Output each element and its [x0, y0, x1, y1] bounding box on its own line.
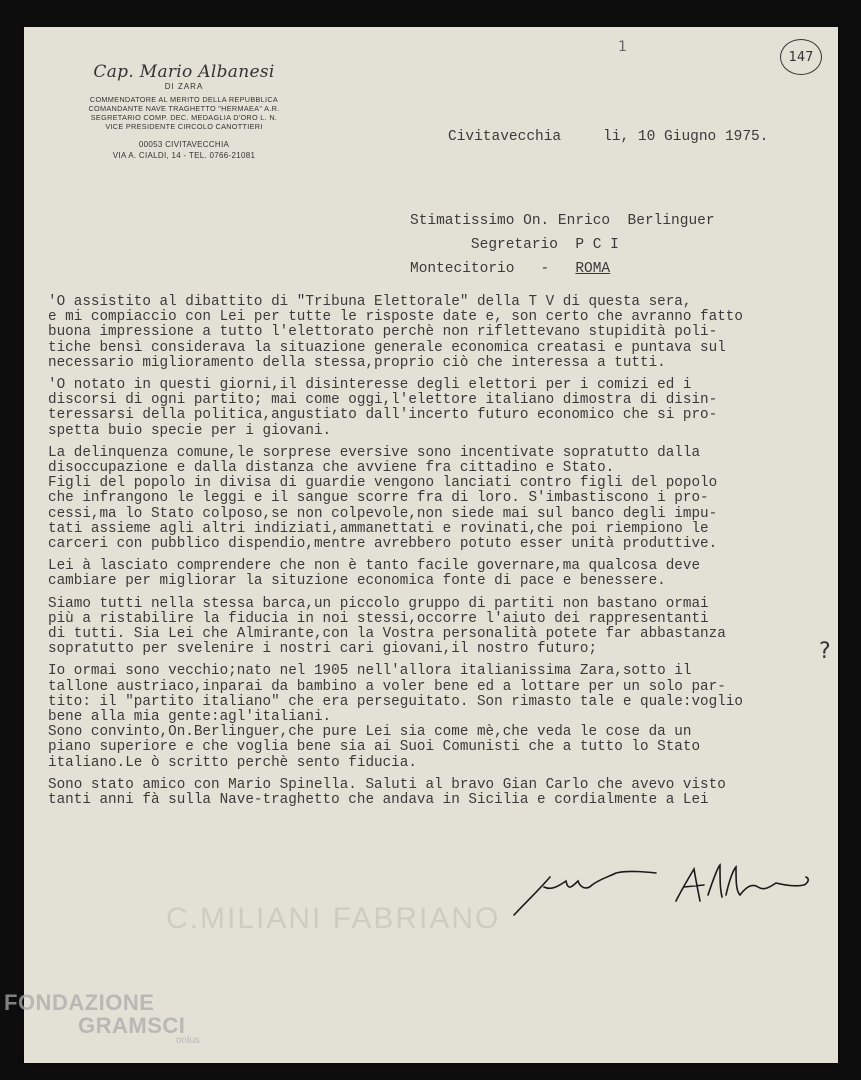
body-paragraph: Lei à lasciato comprendere che non è tanto facile governare,ma qualcosa deve cambiare per migliorar la situzione economica fonte di pace e benessere.	[48, 558, 701, 590]
letterhead-origin: DI ZARA	[164, 82, 204, 91]
recipient-block	[410, 209, 715, 281]
body-paragraph: Io ormai sono vecchio;nato nel 1905 nell'allora italianissima Zara,sotto il tallone austriaco,inparai da bambino a voler bene ed a lottare per un solo par- tito: il "partito italiano" che era perseguitato. Son rimasto tale e quale:voglio bene alla mia gente:agl'italiani. Sono convinto,On.Berlinguer,che pure Lei sia come mè,che veda le cose da un piano superiore e che voglia bene sia ai Suoi Comunisti che a tutto lo Stato italiano.Le ò scritto perchè sento fiducia.	[48, 663, 743, 771]
recipient-name: Stimatissimo On. Enrico Berlinguer	[410, 213, 715, 229]
recipient-role: Segretario P C I	[410, 237, 619, 253]
dateline	[448, 129, 768, 145]
letterhead-street: VIA A. CIALDI, 14 - TEL. 0766-21081	[112, 151, 256, 160]
dateline-date: li, 10 Giugno 1975.	[603, 129, 769, 145]
handwritten-signature	[508, 857, 818, 927]
letterhead-address	[64, 139, 304, 161]
letterhead-title: COMMENDATORE AL MERITO DELLA REPUBBLICA	[89, 95, 279, 104]
letterhead-title: VICE PRESIDENTE CIRCOLO CANOTTIERI	[105, 122, 263, 131]
recipient-building: Montecitorio -	[410, 261, 576, 277]
paper-watermark: C.MILIANI FABRIANO	[166, 902, 501, 935]
recipient-place	[410, 257, 715, 281]
letter-body	[48, 295, 838, 815]
archive-mark: 1	[618, 39, 627, 55]
letterhead-postcode: 00053 CIVITAVECCHIA	[138, 140, 230, 149]
logo-line-3: onlus	[176, 1035, 200, 1046]
letterhead	[64, 62, 304, 161]
letterhead-title: SEGRETARIO COMP. DEC. MEDAGLIA D'ORO L. N.	[90, 113, 278, 122]
margin-question-mark: ?	[819, 639, 831, 664]
logo-line-1: FONDAZIONE	[4, 990, 155, 1015]
letterhead-title: COMANDANTE NAVE TRAGHETTO "HERMAEA" A.R.	[88, 104, 280, 113]
letterhead-name: Cap. Mario Albanesi	[93, 62, 275, 82]
body-paragraph: La delinquenza comune,le sorprese eversive sono incentivate sopratutto dalla disoccupazione e dalla distanza che avviene fra cittadino e Stato. Figli del popolo in divisa di guardie vengono lanciati contro figli del popolo che infrangono le leggi e il sangue scorre fra di loro. S'imbastiscono i pro- cessi,ma lo Stato colposo,se non colpevole,non siede mai sul banco degli impu- tati assieme agli altri indiziati,ammanettati e rovinati,che poi riempiono le carceri con pubblico dispendio,mentre avrebbero potuto esser unità produttive.	[48, 444, 718, 553]
page-number-badge: 147	[780, 39, 822, 75]
letter-sheet	[24, 27, 838, 1063]
body-paragraph: Siamo tutti nella stessa barca,un piccolo gruppo di partiti non bastano ormai più a ristabilire la fiducia in noi stessi,occorre l'aiuto dei rappresentanti di tutti. Sia Lei che Almirante,con la Vostra personalità potete far abbastanza sopratutto per svelenire i nostri cari giovani,il nostro futuro;	[48, 595, 726, 658]
body-paragraph: Sono stato amico con Mario Spinella. Saluti al bravo Gian Carlo che avevo visto tanti anni fà sulla Nave-traghetto che andava in Sicilia e cordialmente a Lei	[48, 776, 726, 809]
body-paragraph: 'O notato in questi giorni,il disinteresse degli elettori per i comizi ed i discorsi di ogni partito; mai come oggi,l'elettore italiano dimostra di disin- teressarsi della politica,angustiato dall'incerto futuro economico che si pro- spetta buio specie per i giovani.	[48, 377, 718, 439]
recipient-city: ROMA	[575, 261, 611, 277]
letterhead-titles	[64, 95, 304, 131]
dateline-place: Civitavecchia	[448, 129, 562, 145]
body-paragraph: 'O assistito al dibattito di "Tribuna Elettorale" della T V di questa sera, e mi compiaccio con Lei per tutte le risposte date e, son certo che avranno fatto buona impressione a tutto l'elettorato perchè non riflettevano stupidità poli- tiche bensì considerava la situazione generale economica creatasi e puntava sul necessario miglioramento della stessa,proprio ciò che interessa a tutti.	[48, 294, 743, 371]
fondazione-gramsci-logo	[4, 990, 210, 1046]
logo-line-2: GRAMSCI	[78, 1013, 186, 1038]
